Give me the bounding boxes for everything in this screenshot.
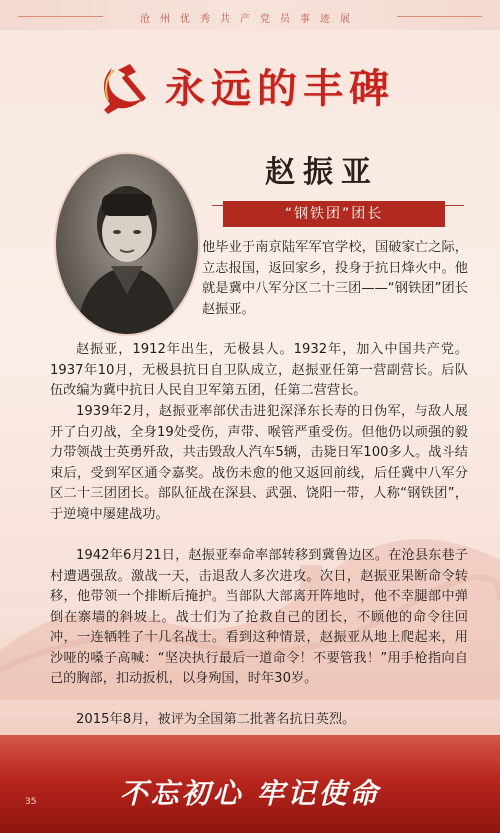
hammer-sickle-icon [96, 58, 158, 116]
bio-paragraph: 赵振亚，1912年出生，无极县人。1932年，加入中国共产党。1937年10月，无极县抗日自卫队成立，赵振亚任第一营副营长。后队伍改编为冀中抗日人民自卫军第五团，任第二营营长。 [50, 342, 468, 398]
page-number: 35 [25, 797, 37, 807]
person-name: 赵振亚 [265, 155, 379, 190]
slogan: 不忘初心 牢记使命 [119, 777, 381, 810]
bio-paragraph: 1939年2月，赵振亚率部伏击进犯深泽东长寿的日伪军，与敌人展开了白刃战，全身19处受伤，声带、喉管严重受伤。但他仍以顽强的毅力带领战士英勇歼敌，共击毁敌人汽车5辆，击毙日军100多人。战斗结束后，受到军区通令嘉奖。战伤未愈的他又返回前线，后任冀中八军分区二十三团团长。部队征战在深县、武强、饶阳一带，人称“钢铁团”，于逆境中屡建战功。 [50, 404, 468, 522]
title-ribbon: “钢铁团”团长 [223, 201, 445, 227]
portrait-photo [54, 152, 200, 336]
bio-intro: 他毕业于南京陆军军官学校，国破家亡之际，立志报国，返回家乡，投身于抗日烽火中。他就是冀中八军分区二十三团——“钢铁团”团长赵振亚。 [202, 240, 468, 317]
series-title: 沧州优秀共产党员事迹展 [140, 14, 360, 25]
bio-paragraph: 2015年8月，被评为全国第二批著名抗日英烈。 [76, 712, 356, 727]
bio-paragraph: 1942年6月21日，赵振亚奉命率部转移到冀鲁边区。在沧县东巷子村遭遇强敌。激战一天，击退敌人多次进攻。次日，赵振亚果断命令转移，他带领一个排断后掩护。当部队大部离开阵地时，他不幸腿部中弹倒在寨墙的斜坡上。战士们为了抢救自己的团长，不顾他的命令往回冲，一连牺牲了十几名战士。看到这种情景，赵振亚从地上爬起来，用沙哑的嗓子高喊：“坚决执行最后一道命令！不要管我！”用手枪指向自己的胸部，扣动扳机，以身殉国，时年30岁。 [50, 548, 468, 686]
headline: 永远的丰碑 [165, 65, 395, 112]
